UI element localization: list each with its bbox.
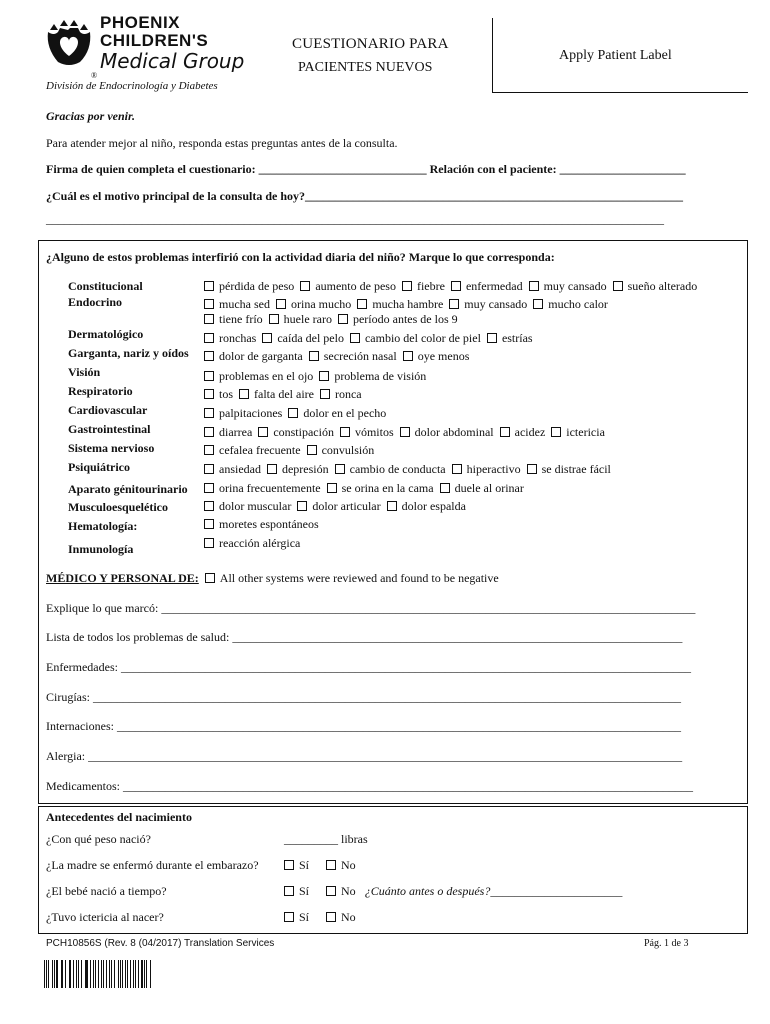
symptom-checkbox[interactable] (267, 464, 277, 474)
staff-review-text: All other systems were reviewed and found to be negative (219, 571, 499, 585)
options-row (204, 369, 432, 384)
options-row (204, 331, 539, 346)
symptom-label: cambio del color de piel (364, 331, 481, 345)
symptom-checkbox[interactable] (440, 483, 450, 493)
category-endocrino: Endocrino (68, 295, 123, 309)
symptom-label: mucho calor (548, 297, 608, 311)
symptom-checkbox[interactable] (451, 281, 461, 291)
category-dermatologico: Dermatológico (68, 327, 144, 341)
symptom-checkbox[interactable] (269, 314, 279, 324)
symptom-checkbox[interactable] (204, 501, 214, 511)
symptom-option[interactable] (204, 536, 300, 551)
symptom-label: orina frecuentemente (219, 481, 321, 495)
allergy-field[interactable] (46, 749, 682, 764)
symptom-option[interactable] (319, 369, 426, 384)
symptom-checkbox[interactable] (204, 314, 214, 324)
symptom-label: se distrae fácil (541, 462, 611, 476)
symptom-checkbox[interactable] (204, 333, 214, 343)
category-cardiovascular: Cardiovascular (68, 403, 148, 417)
symptom-label: convulsión (321, 443, 375, 457)
symptom-label: oye menos (417, 349, 470, 363)
symptom-checkbox[interactable] (204, 281, 214, 291)
symptom-label: reacción alérgica (219, 536, 301, 550)
options-row (204, 387, 368, 402)
barcode-bar (133, 960, 134, 988)
symptom-label: moretes espontáneos (219, 517, 319, 531)
barcode-bar (52, 960, 53, 988)
symptom-option[interactable] (551, 425, 605, 440)
field-line[interactable]: ___________________________________________________________________________ (232, 630, 683, 644)
field-line[interactable]: _________________________________________________________________________________________ (161, 601, 696, 615)
symptom-label: pérdida de peso (219, 279, 295, 293)
symptom-option[interactable] (527, 462, 611, 477)
symptom-checkbox[interactable] (239, 389, 249, 399)
symptom-label: dolor articular (312, 499, 381, 513)
logo-line-phoenix: PHOENIX (100, 13, 181, 32)
symptom-label: dolor abdominal (414, 425, 494, 439)
symptom-label: estrías (501, 331, 533, 345)
jaundice-options (284, 910, 362, 925)
illnesses-field[interactable] (46, 660, 691, 675)
symptom-checkbox[interactable] (204, 371, 214, 381)
barcode-bar (86, 960, 87, 988)
symptom-label: duele al orinar (454, 481, 524, 495)
category-genitourinario: Aparato génitourinario (68, 482, 188, 496)
symptom-label: aumento de peso (315, 279, 396, 293)
field-label: Explique lo que marcó: (46, 601, 162, 615)
symptom-label: vómitos (354, 425, 394, 439)
options-row (204, 279, 703, 294)
symptom-option[interactable] (309, 349, 397, 364)
health-problems-field[interactable] (46, 630, 682, 645)
field-line[interactable]: _______________________________________________________________________________________________ (122, 779, 693, 793)
instructions-text: Para atender mejor al niño, responda estas preguntas antes de la consulta. (46, 136, 398, 150)
symptom-option[interactable] (258, 425, 334, 440)
patient-label-placeholder[interactable]: Apply Patient Label (559, 48, 672, 63)
symptom-option[interactable] (204, 349, 303, 364)
no-label: No (341, 884, 356, 898)
birth-history-title: Antecedentes del nacimiento (46, 810, 192, 824)
mother-ill-no-checkbox[interactable] (326, 860, 336, 870)
on-time-options (284, 884, 622, 899)
mother-ill-question: ¿La madre se enfermó durante el embarazo? (46, 858, 259, 872)
symptom-label: orina mucho (290, 297, 352, 311)
symptom-option[interactable] (327, 481, 434, 496)
options-row (204, 462, 617, 477)
symptom-checkbox[interactable] (402, 281, 412, 291)
symptom-option[interactable] (533, 297, 608, 312)
barcode-bar (141, 960, 142, 988)
symptom-label: ronca (334, 387, 362, 401)
options-row (204, 517, 325, 532)
barcode-bar (65, 960, 66, 988)
symptom-checkbox[interactable] (204, 538, 214, 548)
medications-field[interactable] (46, 779, 693, 794)
symptom-option[interactable] (204, 406, 282, 421)
barcode-bar (118, 960, 119, 988)
symptom-checkbox[interactable] (500, 427, 510, 437)
symptom-checkbox[interactable] (300, 281, 310, 291)
symptom-option[interactable] (269, 312, 332, 327)
surgeries-field[interactable] (46, 690, 681, 705)
options-row (204, 297, 614, 312)
symptom-option[interactable] (452, 462, 521, 477)
registered-mark: ® (91, 71, 98, 80)
symptom-checkbox[interactable] (297, 501, 307, 511)
thanks-text: Gracias por venir. (46, 109, 136, 123)
division-label: División de Endocrinología y Diabetes (46, 80, 218, 92)
symptom-option[interactable] (500, 425, 546, 440)
symptom-option[interactable] (387, 499, 466, 514)
symptom-label: fiebre (416, 279, 445, 293)
symptom-checkbox[interactable] (204, 483, 214, 493)
hospitalizations-field[interactable] (46, 719, 681, 734)
symptom-checkbox[interactable] (613, 281, 623, 291)
jaundice-yes-checkbox[interactable] (284, 912, 294, 922)
symptom-label: ictericia (566, 425, 605, 439)
field-label: Medicamentos: (46, 779, 123, 793)
symptom-checkbox[interactable] (529, 281, 539, 291)
symptom-option[interactable] (204, 369, 313, 384)
symptom-option[interactable] (300, 279, 396, 294)
barcode-bar (44, 960, 45, 988)
symptom-option[interactable] (204, 462, 261, 477)
symptom-label: se orina en la cama (341, 481, 434, 495)
options-row (204, 499, 472, 514)
symptom-checkbox[interactable] (357, 299, 367, 309)
no-label: No (341, 858, 356, 872)
symptom-checkbox[interactable] (527, 464, 537, 474)
symptom-checkbox[interactable] (403, 351, 413, 361)
symptom-option[interactable] (204, 499, 291, 514)
barcode-bar (125, 960, 126, 988)
field-line[interactable]: ______________________________________________________________________________________________ (116, 719, 681, 733)
logo-line-childrens: CHILDREN'S (100, 31, 209, 50)
patient-label-border-left (492, 18, 493, 92)
field-label: Cirugías: (46, 690, 93, 704)
barcode-bar (93, 960, 94, 988)
category-gastrointestinal: Gastrointestinal (68, 422, 151, 436)
symptom-checkbox[interactable] (487, 333, 497, 343)
hand-heart-logo-icon (44, 18, 94, 68)
symptom-option[interactable] (204, 517, 319, 532)
symptom-option[interactable] (307, 443, 375, 458)
visit-reason-field[interactable]: ¿Cuál es el motivo principal de la consulta de hoy?_______________________________________________________________ (46, 189, 684, 203)
symptom-option[interactable] (335, 462, 446, 477)
patient-label-border-bottom (492, 92, 748, 93)
symptom-option[interactable] (204, 481, 321, 496)
symptom-checkbox[interactable] (276, 299, 286, 309)
options-row (204, 425, 611, 440)
symptom-option[interactable] (276, 297, 351, 312)
staff-negative-checkbox[interactable] (205, 573, 215, 583)
symptom-option[interactable] (204, 279, 294, 294)
symptom-label: constipación (273, 425, 334, 439)
symptom-label: dolor en el pecho (303, 406, 387, 420)
symptom-checkbox[interactable] (204, 299, 214, 309)
symptom-option[interactable] (204, 387, 233, 402)
category-hematologia: Hematología: (68, 519, 138, 533)
jaundice-question: ¿Tuvo ictericia al nacer? (46, 910, 164, 924)
symptom-label: depresión (281, 462, 329, 476)
symptom-option[interactable] (297, 499, 380, 514)
symptom-checkbox[interactable] (320, 389, 330, 399)
visit-reason-line2[interactable]: _______________________________________________________________________________________________________ (46, 212, 664, 226)
barcode-bar (150, 960, 151, 988)
signature-relationship-field[interactable]: Firma de quien completa el cuestionario: ____________________________ Relación con el paciente: _____________________ (46, 162, 686, 176)
symptom-checkbox[interactable] (262, 333, 272, 343)
yes-label: Sí (299, 884, 310, 898)
symptom-label: dolor espalda (401, 499, 466, 513)
symptom-option[interactable] (451, 279, 523, 294)
symptom-checkbox[interactable] (307, 445, 317, 455)
staff-review-label: MÉDICO Y PERSONAL DE: (46, 571, 199, 585)
form-code: PCH10856S (Rev. 8 (04/2017) Translation Services (46, 938, 275, 949)
symptom-label: acidez (514, 425, 546, 439)
symptom-checkbox[interactable] (204, 427, 214, 437)
symptom-checkbox[interactable] (204, 519, 214, 529)
category-constitucional: Constitucional (68, 279, 143, 293)
form-title-line2: PACIENTES NUEVOS (298, 60, 433, 75)
symptom-option[interactable] (357, 297, 443, 312)
on-time-no-checkbox[interactable] (326, 886, 336, 896)
symptom-checkbox[interactable] (533, 299, 543, 309)
on-time-yes-checkbox[interactable] (284, 886, 294, 896)
symptom-checkbox[interactable] (449, 299, 459, 309)
barcode-bar (111, 960, 112, 988)
on-time-question: ¿El bebé nació a tiempo? (46, 884, 167, 898)
options-row (204, 536, 306, 551)
symptom-option[interactable] (340, 425, 394, 440)
symptom-label: dolor de garganta (219, 349, 303, 363)
options-row (204, 349, 475, 364)
symptom-label: mucha hambre (372, 297, 444, 311)
symptom-label: huele raro (283, 312, 332, 326)
symptom-checkbox[interactable] (204, 464, 214, 474)
symptom-checkbox[interactable] (452, 464, 462, 474)
symptom-checkbox[interactable] (400, 427, 410, 437)
symptom-option[interactable] (338, 312, 458, 327)
options-row (204, 443, 380, 458)
category-vision: Visión (68, 365, 101, 379)
birth-weight-question: ¿Con qué peso nació? (46, 832, 151, 846)
symptom-option[interactable] (204, 425, 252, 440)
symptom-checkbox[interactable] (309, 351, 319, 361)
symptom-label: secreción nasal (323, 349, 397, 363)
symptom-checkbox[interactable] (258, 427, 268, 437)
symptom-label: cefalea frecuente (219, 443, 301, 457)
field-line[interactable]: _______________________________________________________________________________________________ (120, 660, 691, 674)
field-label: Lista de todos los problemas de salud: (46, 630, 233, 644)
symptom-label: problemas en el ojo (219, 369, 314, 383)
no-label: No (341, 910, 356, 924)
options-row (204, 312, 464, 327)
symptom-option[interactable] (288, 406, 386, 421)
category-musculoesqueletico: Musculoesquelético (68, 500, 168, 514)
symptom-option[interactable] (262, 331, 344, 346)
birth-weight-field[interactable]: _________ libras (284, 832, 368, 846)
symptom-checkbox[interactable] (204, 408, 214, 418)
field-label: Enfermedades: (46, 660, 121, 674)
field-line[interactable]: __________________________________________________________________________________________________ (93, 690, 681, 704)
symptom-option[interactable] (449, 297, 527, 312)
review-question: ¿Alguno de estos problemas interfirió con la actividad diaria del niño? Marque lo que corresponda: (46, 250, 555, 264)
symptom-label: ansiedad (219, 462, 261, 476)
yes-label: Sí (299, 858, 310, 872)
symptom-label: diarrea (219, 425, 253, 439)
field-label: Alergia: (46, 749, 89, 763)
symptom-label: problema de visión (334, 369, 427, 383)
barcode-bar (76, 960, 77, 988)
symptom-option[interactable] (350, 331, 481, 346)
symptom-label: ronchas (219, 331, 257, 345)
explain-field[interactable] (46, 601, 695, 616)
symptom-label: enfermedad (465, 279, 523, 293)
barcode-bar (56, 960, 57, 988)
mother-ill-yes-checkbox[interactable] (284, 860, 294, 870)
logo-line-medical-group: Medical Group (100, 49, 245, 73)
symptom-checkbox[interactable] (288, 408, 298, 418)
symptom-label: período antes de los 9 (352, 312, 458, 326)
symptom-checkbox[interactable] (319, 371, 329, 381)
symptom-checkbox[interactable] (340, 427, 350, 437)
category-garganta: Garganta, nariz y oídos (68, 346, 189, 360)
symptom-label: muy cansado (543, 279, 607, 293)
symptom-option[interactable] (204, 297, 270, 312)
barcode-bar (78, 960, 79, 988)
category-sistema-nervioso: Sistema nervioso (68, 441, 155, 455)
symptom-option[interactable] (400, 425, 494, 440)
form-title-line1: CUESTIONARIO PARA (292, 36, 449, 52)
symptom-label: muy cansado (464, 297, 528, 311)
options-row (204, 406, 392, 421)
symptom-option[interactable] (529, 279, 607, 294)
symptom-option[interactable] (204, 443, 301, 458)
staff-review-line (46, 571, 499, 586)
page-number: Pág. 1 de 3 (644, 938, 689, 949)
symptom-checkbox[interactable] (204, 389, 214, 399)
symptom-checkbox[interactable] (350, 333, 360, 343)
category-respiratorio: Respiratorio (68, 384, 133, 398)
symptom-option[interactable] (487, 331, 533, 346)
symptom-option[interactable] (239, 387, 314, 402)
symptom-label: falta del aire (254, 387, 314, 401)
how-early-late-field[interactable]: ¿Cuánto antes o después?______________________ (364, 884, 623, 898)
symptom-checkbox[interactable] (387, 501, 397, 511)
symptom-label: dolor muscular (219, 499, 292, 513)
symptom-label: hiperactivo (466, 462, 521, 476)
symptom-option[interactable] (267, 462, 329, 477)
options-row (204, 481, 530, 496)
category-psiquiatrico: Psiquiátrico (68, 460, 130, 474)
symptom-label: palpitaciones (219, 406, 283, 420)
symptom-checkbox[interactable] (327, 483, 337, 493)
barcode-bar (101, 960, 102, 988)
symptom-checkbox[interactable] (335, 464, 345, 474)
symptom-option[interactable] (204, 331, 256, 346)
symptom-checkbox[interactable] (551, 427, 561, 437)
symptom-checkbox[interactable] (204, 445, 214, 455)
logo-wordmark (100, 14, 244, 72)
symptom-option[interactable] (204, 312, 263, 327)
barcode (44, 960, 152, 988)
symptom-option[interactable] (402, 279, 445, 294)
mother-ill-options (284, 858, 362, 873)
symptom-option[interactable] (440, 481, 524, 496)
symptom-label: tos (219, 387, 234, 401)
symptom-label: sueño alterado (627, 279, 698, 293)
symptom-checkbox[interactable] (204, 351, 214, 361)
symptom-option[interactable] (403, 349, 470, 364)
field-label: Internaciones: (46, 719, 117, 733)
category-inmunologia: Inmunología (68, 542, 134, 556)
symptom-option[interactable] (320, 387, 362, 402)
symptom-label: cambio de conducta (349, 462, 446, 476)
symptom-option[interactable] (613, 279, 698, 294)
yes-label: Sí (299, 910, 310, 924)
symptom-label: caída del pelo (277, 331, 344, 345)
symptom-checkbox[interactable] (338, 314, 348, 324)
field-line[interactable]: ___________________________________________________________________________________________________ (88, 749, 683, 763)
jaundice-no-checkbox[interactable] (326, 912, 336, 922)
symptom-label: tiene frío (219, 312, 263, 326)
symptom-label: mucha sed (219, 297, 270, 311)
